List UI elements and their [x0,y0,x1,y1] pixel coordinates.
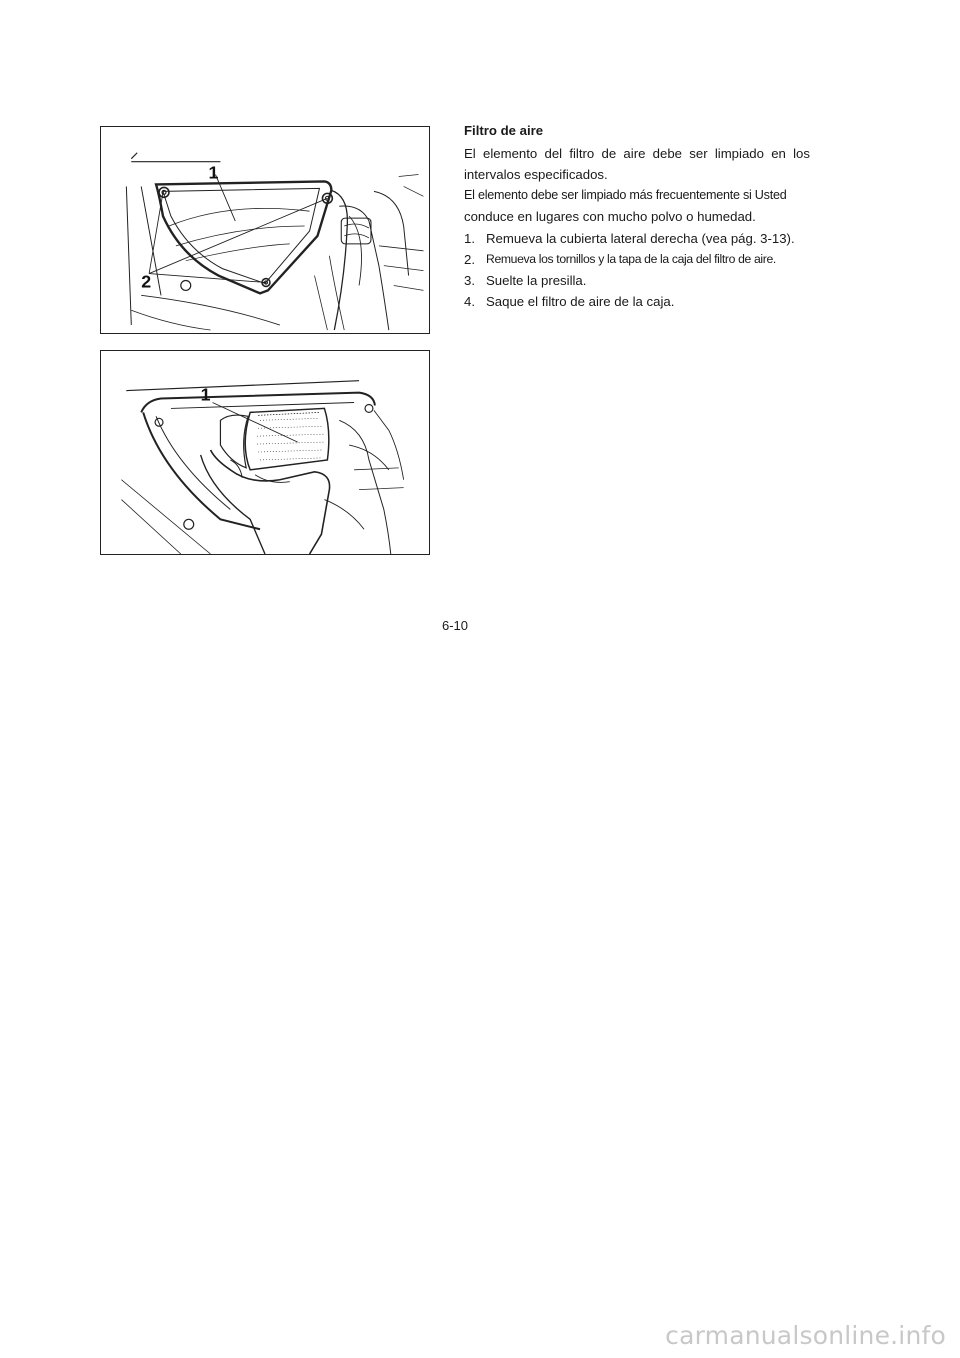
section-paragraph: El elemento del filtro de aire debe ser limpiado en los intervalos especificados. [464,146,810,182]
air-filter-section [464,120,810,312]
step-number: 1. [464,231,475,246]
callout-1: 1 [200,384,211,405]
air-filter-removal-illustration [101,351,429,554]
figure-air-filter-removal [100,350,430,555]
step-number: 2. [464,252,475,267]
site-watermark: carmanualsonline.info [665,1321,946,1350]
step-item [464,249,810,270]
callout-1: 1 [208,162,219,183]
step-number: 4. [464,294,475,309]
section-paragraph: El elemento debe ser limpiado más frecuentemente si Usted [464,188,787,202]
step-list [464,228,810,312]
step-text: Saque el filtro de aire de la caja. [486,294,675,309]
section-paragraph: conduce en lugares con mucho polvo o humedad. [464,209,756,224]
step-text: Remueva la cubierta lateral derecha (vea pág. 3-13). [486,231,795,246]
step-text: Remueva los tornillos y la tapa de la caja del filtro de aire. [486,252,776,266]
step-text: Suelte la presilla. [486,273,587,288]
callout-2: 2 [141,271,152,292]
step-item [464,291,810,312]
page-number: 6-10 [441,618,469,633]
section-heading: Filtro de aire [464,123,544,138]
step-number: 3. [464,273,475,288]
figure-air-filter-cover [100,126,430,334]
air-filter-cover-illustration [101,127,429,333]
step-item [464,228,810,249]
step-item [464,270,810,291]
